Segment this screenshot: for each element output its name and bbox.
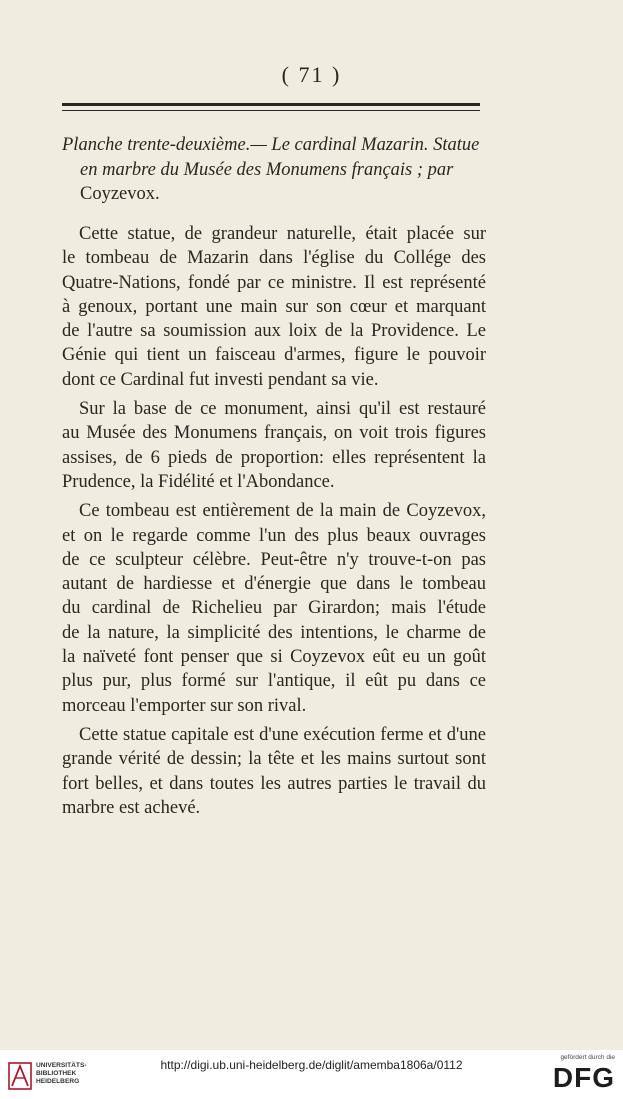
text-line: au Musée des Monumens français, on voit trois figures (62, 423, 486, 444)
title-line (62, 133, 486, 158)
dfg-logo[interactable]: DFG (552, 1062, 615, 1093)
body-text (62, 222, 486, 825)
text-line: Génie qui tient un faisceau d'armes, figure le pouvoir (62, 345, 486, 366)
library-name-line: UNIVERSITÄTS- (36, 1062, 87, 1069)
paragraph (62, 397, 486, 494)
title-fragment: Le cardinal Mazarin. Statue (271, 135, 480, 155)
text-line: fort belles, et dans toutes les autres parties le travail du (62, 773, 486, 794)
permalink-url[interactable]: http://digi.ub.uni-heidelberg.de/diglit/amemba1806a/0112 (160, 1058, 463, 1072)
title-line (62, 158, 486, 183)
text-line: dont ce Cardinal fut investi pendant sa vie. (62, 369, 379, 390)
library-name-line: HEIDELBERG (36, 1077, 80, 1085)
text-line: assises, de 6 pieds de proportion: elles représentent la (62, 447, 486, 468)
title-fragment: Coyzevox. (80, 184, 160, 204)
text-line: de ce sculpteur célèbre. Peut-être n'y trouve-t-on pas (62, 549, 486, 570)
dfg-caption: gefördert durch die (560, 1054, 615, 1061)
text-line: Sur la base de ce monument, ainsi qu'il est restauré (79, 399, 486, 420)
text-line: Cette statue capitale est d'une exécution ferme et d'une (79, 724, 486, 745)
text-line: marbre est achevé. (62, 797, 201, 818)
library-name-line: BIBLIOTHEK (36, 1069, 77, 1077)
text-line: à genoux, portant une main sur son cœur et marquant (62, 296, 486, 317)
header-rule-thin (62, 110, 480, 111)
title-fragment: Planche trente-deuxième.— (62, 135, 267, 155)
title-fragment: en marbre du Musée des Monumens français ; par (80, 159, 454, 180)
plate-title (62, 133, 486, 207)
text-line: morceau l'emporter sur son rival. (62, 695, 307, 716)
text-line: la naïveté font penser que si Coyzevox eût eu un goût (62, 647, 486, 668)
text-line: du cardinal de Richelieu par Girardon; mais l'étude (62, 598, 486, 619)
text-line: et on le regarde comme l'un des plus beaux ouvrages (62, 525, 486, 546)
paragraph (62, 222, 486, 392)
text-line: de l'autre sa soumission aux loix de la Providence. Le (62, 321, 486, 342)
paragraph (62, 723, 486, 820)
header-rule-thick (62, 103, 480, 106)
text-line: le tombeau de Mazarin dans l'église du Collége des (62, 248, 486, 269)
page-number: ( 71 ) (281, 62, 342, 87)
text-line: autant de hardiesse et d'énergie que dans le tombeau (62, 574, 486, 595)
title-line (62, 182, 486, 207)
footer-bar (0, 1050, 623, 1099)
text-line: Prudence, la Fidélité et l'Abondance. (62, 471, 335, 492)
text-line: grande vérité de dessin; la tête et les mains surtout sont (62, 749, 486, 770)
text-line: Cette statue, de grandeur naturelle, était placée sur (79, 224, 486, 244)
text-line: plus pur, plus formé sur l'antique, il eût pu dans ce (62, 671, 486, 692)
text-line: Quatre-Nations, fondé par ce ministre. Il est représenté (62, 272, 486, 293)
paragraph (62, 499, 486, 718)
text-line: de la nature, la simplicité des intentions, le charme de (62, 622, 486, 643)
text-line: Ce tombeau est entièrement de la main de Coyzevox, (79, 501, 486, 522)
